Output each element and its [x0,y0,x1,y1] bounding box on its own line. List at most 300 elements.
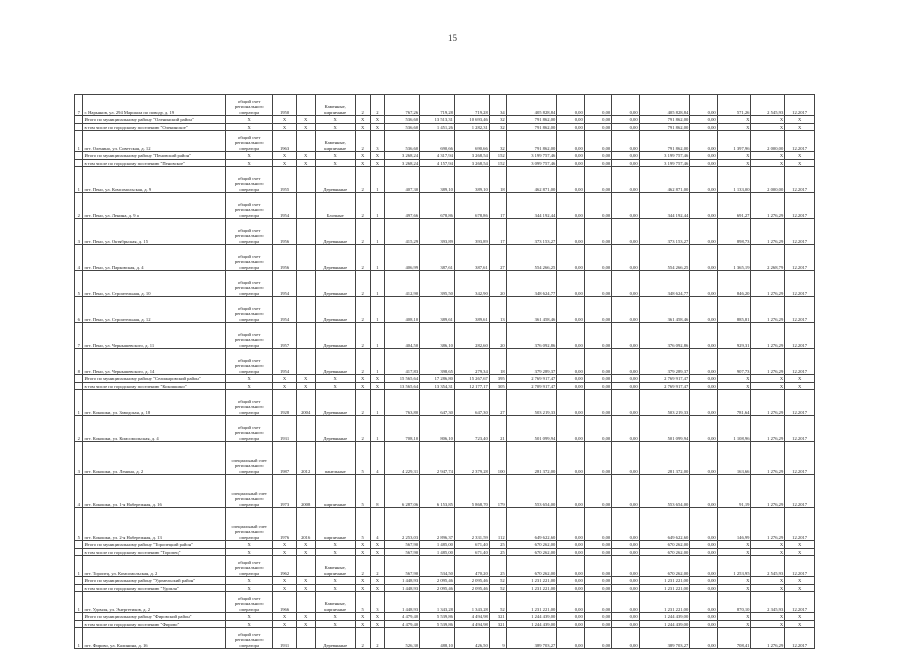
cell-cost-federal: 0,00 [557,297,584,323]
cell-residents: 21 [489,416,506,442]
cell-address: Итого по муниципальному району "Пеновский район" [83,152,226,160]
cell-cost-regional: 0,00 [584,245,611,271]
cell-living-area: 393,89 [420,219,455,245]
cell-year-renovated: 2016 [296,508,315,541]
cell-max-unit-cost: 2 545,93 [751,95,785,116]
cell-residential-area: 723,40 [454,416,489,442]
cell-fund-method: X [225,541,273,549]
cell-floors: X [355,152,370,160]
cell-residential-area: 10 693,46 [454,116,489,124]
cell-address: пгт. Пено, ул. Октябрьская, д. 15 [83,219,226,245]
cell-cost-federal: 0,00 [557,159,584,167]
cell-cost-municipal: 0,00 [612,193,639,219]
cell-entrances: 1 [370,416,385,442]
cell-max-unit-cost: X [751,123,785,131]
table-row [75,193,815,219]
cell-max-unit-cost: X [751,116,785,124]
cell-cost-regional: 0,00 [584,271,611,297]
cell-cost-regional: 0,00 [584,382,611,390]
cell-unit-cost: X [717,613,751,621]
cell-wall-material: X [315,541,355,549]
cell-residents: 18 [489,167,506,193]
cell-unit-cost: 91,19 [717,475,751,508]
cell-cost-other: 0,00 [690,245,717,271]
cell-fund-method: общий счет регионального оператора [225,349,273,375]
cell-living-area: 5 539,86 [420,620,455,628]
cell-address: пгт. Кокошки, ул. Заводская, д. 18 [83,390,226,416]
cell-floors: 2 [355,628,370,649]
cell-max-unit-cost: 2 000,00 [751,167,785,193]
cell-total-area: 567,90 [385,541,420,549]
cell-cost-regional: 0,00 [584,584,611,592]
cell-cost-owners: 503 219,33 [639,390,690,416]
cell-max-unit-cost: 2 345,93 [751,592,785,613]
table-body [75,95,815,649]
cell-floors: X [355,116,370,124]
cell-residents: 9 [489,628,506,649]
cell-cost-total: 379 289,37 [506,349,557,375]
cell-year-renovated: X [296,375,315,383]
cell-year-renovated [296,167,315,193]
cell-entrances: X [370,159,385,167]
cell-floors: 5 [355,475,370,508]
cell-row-number [75,123,83,131]
cell-residential-area: 4 494,98 [454,613,489,621]
cell-unit-cost: 929,31 [717,323,751,349]
cell-entrances: 1 [370,349,385,375]
cell-fund-method: специальный счет регионального оператора [225,508,273,541]
cell-wall-material: Деревянные [315,297,355,323]
cell-wall-material: X [315,577,355,585]
cell-wall-material: X [315,613,355,621]
cell-fund-method: общий счет регионального оператора [225,131,273,152]
cell-cost-owners: 3 199 757,46 [639,152,690,160]
cell-wall-material: Деревянные [315,167,355,193]
cell-floors: X [355,382,370,390]
cell-completion-date: X [785,382,815,390]
cell-row-number: 7 [75,95,83,116]
cell-entrances: X [370,613,385,621]
cell-max-unit-cost: 1 276,29 [751,628,785,649]
cell-cost-owners: 554 266,25 [639,245,690,271]
cell-year-built: 1957 [273,323,296,349]
cell-cost-other: 0,00 [690,159,717,167]
cell-cost-regional: 0,00 [584,442,611,475]
cell-year-renovated [296,271,315,297]
cell-residents: 17 [489,193,506,219]
cell-cost-owners: 649 622,60 [639,508,690,541]
cell-entrances: 4 [370,508,385,541]
cell-floors: 5 [355,592,370,613]
cell-entrances: 1 [370,193,385,219]
cell-max-unit-cost: 1 276,29 [751,219,785,245]
cell-cost-federal: 0,00 [557,219,584,245]
cell-completion-date: 12.2017 [785,297,815,323]
cell-fund-method: общий счет регионального оператора [225,271,273,297]
cell-floors: X [355,375,370,383]
cell-cost-federal: 0,00 [557,152,584,160]
cell-wall-material: Каменные, кирпичные [315,556,355,577]
cell-cost-municipal: 0,00 [612,116,639,124]
cell-year-built: 1954 [273,193,296,219]
cell-row-number: 1 [75,390,83,416]
cell-max-unit-cost: X [751,152,785,160]
cell-cost-municipal: 0,00 [612,323,639,349]
cell-fund-method: общий счет регионального оператора [225,95,273,116]
cell-cost-federal: 0,00 [557,628,584,649]
cell-floors: 2 [355,167,370,193]
cell-residential-area: 2 379,28 [454,442,489,475]
cell-cost-other: 0,00 [690,556,717,577]
cell-cost-total: 791 862,00 [506,131,557,152]
cell-cost-regional: 0,00 [584,123,611,131]
cell-wall-material: Блочные [315,193,355,219]
cell-completion-date: X [785,159,815,167]
cell-row-number: 1 [75,556,83,577]
cell-cost-federal: 0,00 [557,349,584,375]
cell-year-renovated: X [296,541,315,549]
cell-cost-municipal: 0,00 [612,375,639,383]
cell-cost-federal: 0,00 [557,271,584,297]
cell-cost-total: 344 192,44 [506,193,557,219]
cell-address: в том числе по городскому поселению "Пеновское" [83,159,226,167]
cell-total-area: 4 479,40 [385,613,420,621]
cell-address: в том числе по городскому поселению "Кокошкино" [83,382,226,390]
cell-cost-owners: 344 192,44 [639,193,690,219]
cell-cost-municipal: 0,00 [612,349,639,375]
cell-cost-total: 1 231 221,00 [506,577,557,585]
cell-floors: 2 [355,95,370,116]
page-number: 15 [448,33,457,43]
cell-floors: 2 [355,323,370,349]
cell-cost-regional: 0,00 [584,152,611,160]
cell-cost-federal: 0,00 [557,95,584,116]
cell-address: пгт. Торопец, ул. Комсомольская, д. 2 [83,556,226,577]
cell-completion-date: 12.2017 [785,323,815,349]
cell-row-number [75,152,83,160]
cell-row-number: 1 [75,167,83,193]
table-row [75,628,815,649]
cell-max-unit-cost: X [751,375,785,383]
cell-cost-federal: 0,00 [557,613,584,621]
cell-total-area: 3 268,24 [385,159,420,167]
cell-cost-other: 0,00 [690,219,717,245]
cell-floors: 2 [355,271,370,297]
cell-living-area: 387,61 [420,245,455,271]
cell-total-area: 404,50 [385,323,420,349]
cell-floors: 2 [355,556,370,577]
cell-cost-regional: 0,00 [584,475,611,508]
cell-entrances: 2 [370,628,385,649]
cell-wall-material: X [315,382,355,390]
cell-fund-method: специальный счет регионального оператора [225,475,273,508]
cell-living-area: 389,61 [420,297,455,323]
cell-cost-total: 1 231 221,00 [506,584,557,592]
cell-fund-method: общий счет регионального оператора [225,628,273,649]
cell-cost-other: 0,00 [690,193,717,219]
cell-cost-other: 0,00 [690,508,717,541]
cell-completion-date: 12.2017 [785,390,815,416]
cell-completion-date: X [785,116,815,124]
cell-year-built: 1966 [273,592,296,613]
cell-wall-material: кирпичные [315,475,355,508]
cell-completion-date: X [785,584,815,592]
cell-cost-owners: 2 769 917,47 [639,375,690,383]
cell-address: пгт. Пено, ул. Ленина, д. 9 а [83,193,226,219]
cell-residents: 152 [489,152,506,160]
cell-wall-material: Деревянные [315,349,355,375]
cell-floors: X [355,541,370,549]
cell-address: пгт. Пено, ул. Парковская, д. 4 [83,245,226,271]
cell-address: пгт. Фирово, ул. Калинина, д. 16 [83,628,226,649]
cell-cost-total: 501 099,94 [506,416,557,442]
cell-max-unit-cost: 1 276,29 [751,193,785,219]
cell-year-renovated: X [296,620,315,628]
cell-cost-owners: 791 862,00 [639,123,690,131]
cell-living-area: 13 354,31 [420,382,455,390]
cell-living-area: 1 343,28 [420,592,455,613]
cell-cost-regional: 0,00 [584,548,611,556]
cell-entrances: 8 [370,475,385,508]
cell-cost-total: 376 092,86 [506,323,557,349]
cell-floors: X [355,548,370,556]
cell-year-renovated: X [296,577,315,585]
cell-year-renovated [296,323,315,349]
cell-living-area: 806,10 [420,416,455,442]
cell-cost-total: 361 458,46 [506,297,557,323]
cell-row-number [75,159,83,167]
cell-wall-material: Каменные, кирпичные [315,95,355,116]
table-row [75,442,815,475]
cell-residents: 52 [489,577,506,585]
cell-row-number: 4 [75,475,83,508]
cell-address: пгт. Удомля, ул. Энергетиков, д. 2 [83,592,226,613]
cell-cost-owners: 670 262,00 [639,541,690,549]
cell-living-area: 534,50 [420,556,455,577]
cell-cost-regional: 0,00 [584,541,611,549]
cell-total-area: 2 253,03 [385,508,420,541]
cell-total-area: 412,90 [385,271,420,297]
cell-cost-federal: 0,00 [557,592,584,613]
cell-residents: 112 [489,508,506,541]
cell-total-area: 408,10 [385,297,420,323]
cell-cost-other: 0,00 [690,592,717,613]
cell-floors: 5 [355,442,370,475]
cell-year-built: 1928 [273,390,296,416]
cell-total-area: 767,26 [385,95,420,116]
cell-year-built: X [273,620,296,628]
cell-cost-regional: 0,00 [584,416,611,442]
cell-year-built: X [273,123,296,131]
cell-cost-other: 0,00 [690,382,717,390]
cell-cost-other: 0,00 [690,152,717,160]
cell-unit-cost: X [717,541,751,549]
cell-floors: X [355,577,370,585]
cell-cost-other: 0,00 [690,475,717,508]
cell-cost-owners: 281 372,00 [639,442,690,475]
cell-entrances: 2 [370,556,385,577]
cell-floors: X [355,620,370,628]
cell-row-number: 6 [75,297,83,323]
cell-residents: 100 [489,442,506,475]
cell-max-unit-cost: 1 276,29 [751,475,785,508]
cell-unit-cost: 907,73 [717,349,751,375]
cell-unit-cost: X [717,375,751,383]
cell-cost-owners: 373 153,27 [639,219,690,245]
cell-completion-date: 12.2017 [785,349,815,375]
cell-cost-total: 553 654,00 [506,475,557,508]
cell-cost-total: 389 703,27 [506,628,557,649]
cell-year-renovated [296,556,315,577]
cell-cost-total: 670 262,00 [506,541,557,549]
cell-cost-federal: 0,00 [557,548,584,556]
cell-year-built: 1954 [273,271,296,297]
cell-fund-method: общий счет регионального оператора [225,193,273,219]
cell-living-area: 690,66 [420,131,455,152]
cell-address: пгт. Пено, ул. Комсомольская, д. 9 [83,167,226,193]
cell-living-area: 6 153,85 [420,475,455,508]
cell-year-renovated [296,95,315,116]
cell-living-area: 398,65 [420,349,455,375]
cell-residents: 32 [489,131,506,152]
cell-entrances: X [370,577,385,585]
cell-row-number: 1 [75,131,83,152]
cell-entrances: X [370,541,385,549]
cell-cost-total: 373 153,27 [506,219,557,245]
cell-total-area: 1 448,93 [385,577,420,585]
cell-cost-municipal: 0,00 [612,628,639,649]
summary-row [75,152,815,160]
cell-cost-total: 649 622,60 [506,508,557,541]
cell-entrances: 1 [370,390,385,416]
table-row [75,349,815,375]
cell-year-renovated [296,193,315,219]
cell-living-area: 5 539,86 [420,613,455,621]
cell-residential-area: 671,40 [454,541,489,549]
cell-address: пгт. Кокошки, ул. Комсомольская, д. 4 [83,416,226,442]
cell-floors: 2 [355,297,370,323]
cell-living-area: 1 485,00 [420,541,455,549]
cell-fund-method: X [225,159,273,167]
cell-cost-owners: 389 703,27 [639,628,690,649]
cell-cost-regional: 0,00 [584,323,611,349]
cell-address: г. Нарьянов, ул. 294 Маршала по поводу, д. 19 [83,95,226,116]
cell-cost-other: 0,00 [690,584,717,592]
cell-cost-federal: 0,00 [557,475,584,508]
cell-cost-municipal: 0,00 [612,613,639,621]
cell-max-unit-cost: 1 276,29 [751,271,785,297]
cell-max-unit-cost: 1 276,29 [751,442,785,475]
table-row [75,592,815,613]
cell-row-number: 5 [75,508,83,541]
cell-wall-material: Каменные, кирпичные [315,592,355,613]
cell-cost-owners: 553 654,00 [639,475,690,508]
cell-row-number: 2 [75,416,83,442]
cell-year-renovated: X [296,152,315,160]
cell-fund-method: общий счет регионального оператора [225,219,273,245]
cell-residents: 32 [489,116,506,124]
cell-row-number [75,116,83,124]
cell-residential-area: 2 095,46 [454,584,489,592]
cell-floors: 2 [355,416,370,442]
cell-residents: 34 [489,95,506,116]
cell-residential-area: 15 267,67 [454,375,489,383]
cell-year-built: 1950 [273,95,296,116]
cell-residential-area: 393,89 [454,219,489,245]
cell-completion-date: 12.2017 [785,193,815,219]
cell-year-renovated: X [296,613,315,621]
cell-address: в том числе по городскому поселению "Оленинское" [83,123,226,131]
cell-residential-area: 719,28 [454,95,489,116]
cell-living-area: 678,86 [420,193,455,219]
cell-entrances: 1 [370,323,385,349]
cell-cost-federal: 0,00 [557,382,584,390]
cell-unit-cost: X [717,159,751,167]
cell-wall-material: Деревянные [315,219,355,245]
cell-year-built: 1931 [273,416,296,442]
cell-residential-area: 1 282,31 [454,123,489,131]
cell-residents: 32 [489,123,506,131]
cell-entrances: X [370,584,385,592]
cell-row-number [75,541,83,549]
cell-total-area: 567,90 [385,556,420,577]
cell-year-renovated [296,416,315,442]
cell-wall-material: X [315,152,355,160]
cell-unit-cost: 571,26 [717,95,751,116]
cell-cost-municipal: 0,00 [612,416,639,442]
cell-cost-other: 0,00 [690,297,717,323]
table-row [75,271,815,297]
cell-total-area: 763,80 [385,390,420,416]
cell-entrances: 1 [370,219,385,245]
cell-cost-municipal: 0,00 [612,95,639,116]
cell-max-unit-cost: X [751,548,785,556]
cell-fund-method: специальный счет регионального оператора [225,442,273,475]
cell-cost-municipal: 0,00 [612,584,639,592]
summary-row [75,123,815,131]
cell-cost-other: 0,00 [690,577,717,585]
cell-living-area: 2 095,46 [420,577,455,585]
cell-year-renovated [296,219,315,245]
cell-residential-area: 282,60 [454,323,489,349]
cell-address: Итого по муниципальному району "Фировский район" [83,613,226,621]
cell-cost-other: 0,00 [690,349,717,375]
cell-year-built: 1955 [273,167,296,193]
cell-residents: 321 [489,613,506,621]
cell-unit-cost: 1 108,96 [717,416,751,442]
cell-address: пгт. Кокошки, ул. Ленина, д. 2 [83,442,226,475]
cell-cost-other: 0,00 [690,628,717,649]
cell-cost-municipal: 0,00 [612,382,639,390]
cell-max-unit-cost: 1 276,29 [751,508,785,541]
cell-row-number: 7 [75,323,83,349]
cell-entrances: X [370,620,385,628]
cell-max-unit-cost: X [751,382,785,390]
cell-unit-cost: 885,81 [717,297,751,323]
cell-row-number: 4 [75,245,83,271]
cell-cost-federal: 0,00 [557,541,584,549]
cell-residents: 305 [489,382,506,390]
cell-residents: 20 [489,323,506,349]
cell-living-area: 647,30 [420,390,455,416]
cell-unit-cost: 1 253,95 [717,556,751,577]
cell-cost-federal: 0,00 [557,245,584,271]
cell-address: в том числе по городскому поселению "Удомля" [83,584,226,592]
cell-year-renovated [296,131,315,152]
cell-year-built: 1973 [273,475,296,508]
cell-max-unit-cost: 1 276,29 [751,323,785,349]
cell-year-renovated: X [296,159,315,167]
